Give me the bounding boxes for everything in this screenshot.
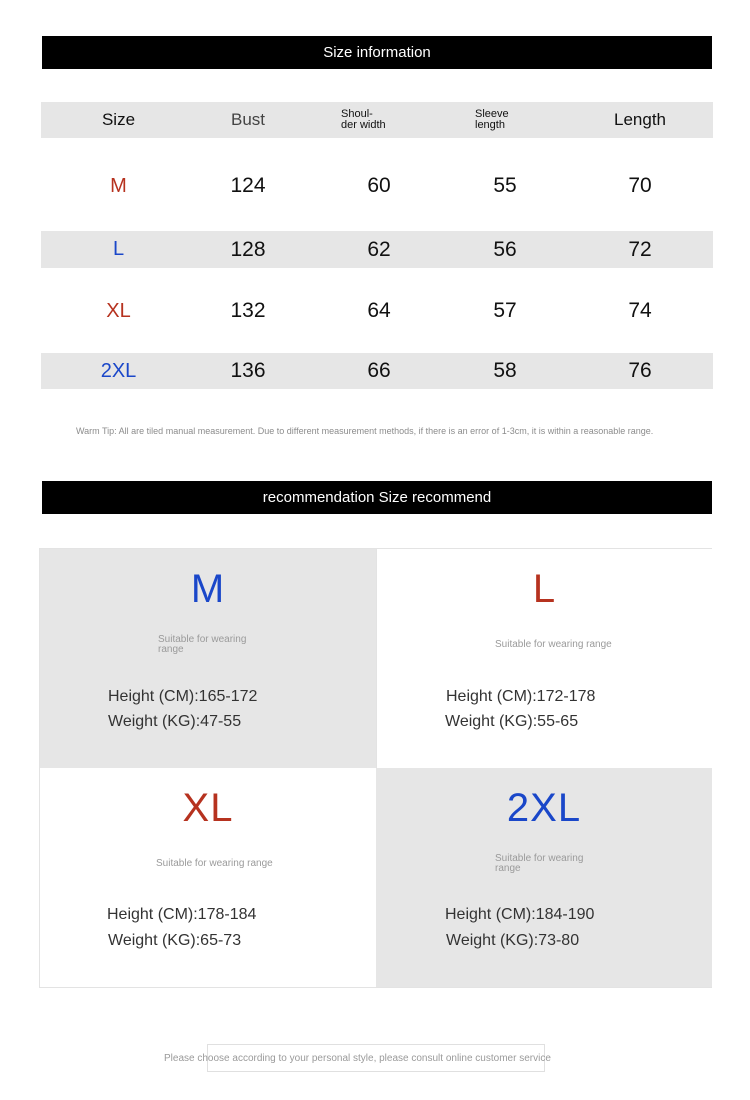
header-length: Length <box>614 110 666 129</box>
row-length: 74 <box>628 299 652 322</box>
row-shoulder: 62 <box>367 237 391 261</box>
header-shoulder-width <box>341 109 417 131</box>
recommend-card-xl <box>40 768 376 987</box>
card-height-range: Height (CM):165-172 <box>108 688 258 705</box>
card-suitable-text: Suitable for wearing range <box>158 634 247 655</box>
row-length: 72 <box>628 237 652 261</box>
row-shoulder: 64 <box>367 299 391 322</box>
footer-note: Please choose according to your personal style, please consult online customer service <box>164 1053 551 1064</box>
recommendation-grid <box>39 548 712 988</box>
row-length: 76 <box>628 359 652 382</box>
card-size-label: 2XL <box>506 786 582 830</box>
row-size: M <box>110 174 127 197</box>
card-size-label: XL <box>182 786 234 830</box>
row-length: 70 <box>628 174 652 197</box>
card-weight-range: Weight (KG):73-80 <box>446 932 580 949</box>
row-size: L <box>112 238 125 260</box>
card-height-range: Height (CM):178-184 <box>107 906 257 923</box>
table-row <box>41 353 713 389</box>
card-weight-range: Weight (KG):65-73 <box>108 932 242 949</box>
card-size-label: L <box>532 567 557 611</box>
header-sleeve-length <box>475 109 535 131</box>
size-information-title: Size information <box>323 44 431 61</box>
row-bust: 124 <box>230 174 266 197</box>
header-shoulder-line1: Shoul- <box>341 108 373 120</box>
card-height-range: Height (CM):184-190 <box>445 906 595 923</box>
header-sleeve-line2: length <box>475 119 505 131</box>
card-suitable-text: Suitable for wearing range <box>156 858 273 869</box>
card-height-range: Height (CM):172-178 <box>446 688 596 705</box>
table-row <box>41 167 713 205</box>
row-sleeve: 55 <box>493 174 517 197</box>
recommend-card-l <box>376 549 712 768</box>
header-sleeve-line1: Sleeve <box>475 108 509 120</box>
row-size: XL <box>106 299 131 322</box>
row-shoulder: 66 <box>367 359 391 382</box>
row-sleeve: 57 <box>493 299 517 322</box>
size-information-banner <box>42 36 712 69</box>
card-weight-range: Weight (KG):55-65 <box>445 713 579 730</box>
table-row <box>41 292 713 330</box>
recommend-card-2xl <box>376 768 712 987</box>
header-shoulder-line2: der width <box>341 119 386 131</box>
recommendation-banner <box>42 481 712 514</box>
row-sleeve: 58 <box>493 359 517 382</box>
size-table-header <box>41 102 713 138</box>
recommend-card-m <box>40 549 376 768</box>
row-size: 2XL <box>100 359 137 382</box>
card-suitable-text: Suitable for wearing range <box>495 853 584 874</box>
table-row <box>41 231 713 268</box>
warm-tip-note: Warm Tip: All are tiled manual measurement. Due to different measurement methods, if there is an error of 1-3cm, it is within a reasonable range. <box>76 426 654 436</box>
row-shoulder: 60 <box>367 174 391 197</box>
row-bust: 132 <box>230 299 266 322</box>
header-bust: Bust <box>230 110 266 129</box>
card-weight-range: Weight (KG):47-55 <box>108 713 242 730</box>
header-size: Size <box>101 110 136 129</box>
row-bust: 136 <box>230 359 266 382</box>
row-sleeve: 56 <box>493 237 517 261</box>
row-bust: 128 <box>230 237 266 261</box>
recommendation-title: recommendation Size recommend <box>262 489 492 506</box>
card-size-label: M <box>190 567 226 611</box>
card-suitable-text: Suitable for wearing range <box>495 639 612 650</box>
